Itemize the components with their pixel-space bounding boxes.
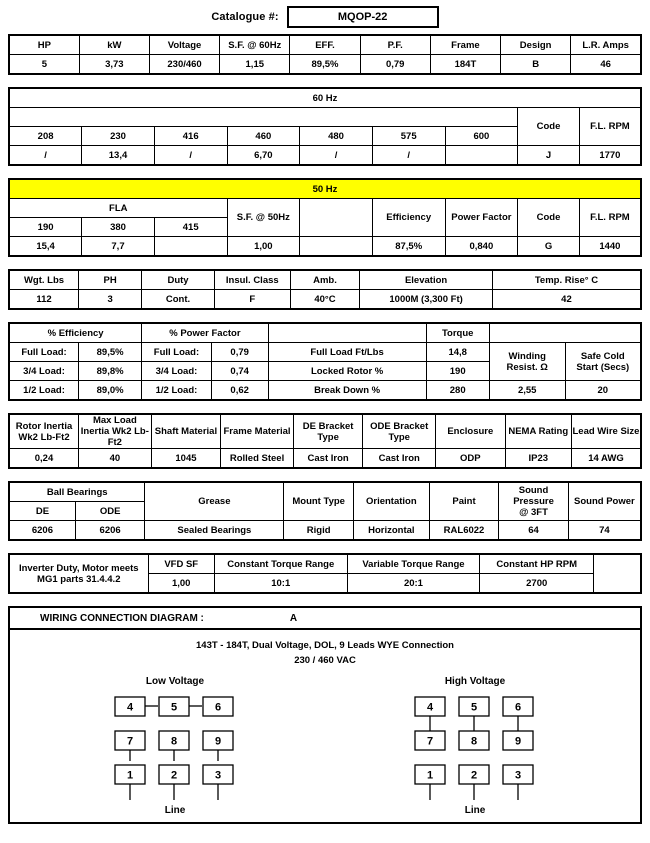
value-constant-torque-range: 10:1 [214, 574, 347, 594]
table-row [9, 343, 641, 362]
wiring-diagram-code: A [289, 612, 298, 624]
header-ode-bracket-type: ODE Bracket Type [363, 414, 436, 449]
hz60-amps-575: / [372, 146, 445, 166]
header-frame-material: Frame Material [221, 414, 294, 449]
inverter-duty-note [9, 554, 148, 593]
header-lead-wire-size: Lead Wire Size [571, 414, 641, 449]
header-rotor-inertia: Rotor Inertia Wk2 Lb-Ft2 [9, 414, 79, 449]
value-vfd-sf: 1,00 [148, 574, 214, 594]
header-lr-amps: L.R. Amps [571, 35, 641, 55]
header-frame: Frame [430, 35, 500, 55]
header-sound-pressure [499, 482, 569, 521]
catalogue-header [8, 0, 642, 34]
general-data-table [8, 269, 642, 310]
hz60-code-value: J [518, 146, 580, 166]
table-row-amps [9, 146, 641, 166]
wiring-diagram-title-bar [10, 608, 640, 630]
wiring-description-line1: 143T - 184T, Dual Voltage, DOL, 9 Leads WYE Connection [196, 640, 454, 651]
wiring-description-line2: 230 / 460 VAC [294, 655, 356, 666]
torque-locked-rotor-label: Locked Rotor % [268, 362, 426, 381]
wiring-diagram-title: WIRING CONNECTION DIAGRAM : [40, 612, 204, 624]
header-hp: HP [9, 35, 79, 55]
winding-header-line2: Resist. Ω [506, 361, 548, 373]
hz50-efficiency-value: 87,5% [372, 237, 445, 257]
high-voltage-schematic [410, 696, 540, 804]
header-temp-rise: Temp. Rise° C [492, 270, 641, 290]
hz60-title: 60 Hz [9, 88, 641, 108]
table-row-values [9, 237, 641, 257]
value-enclosure: ODP [436, 449, 506, 469]
header-de-bracket-type: DE Bracket Type [293, 414, 363, 449]
winding-header-line1: Winding [508, 350, 546, 362]
table-row-title [9, 179, 641, 199]
torque-break-down-label: Break Down % [268, 381, 426, 401]
header-weight: Wgt. Lbs [9, 270, 79, 290]
header-de: DE [9, 502, 75, 521]
value-frame-material: Rolled Steel [221, 449, 294, 469]
inverter-duty-line2: MG1 parts 31.4.4.2 [37, 573, 121, 585]
hz50-code-header: Code [518, 199, 580, 237]
hv-terminal-3: 3 [514, 769, 522, 782]
table-row [9, 449, 641, 469]
header-ph: PH [79, 270, 142, 290]
high-voltage-title: High Voltage [444, 676, 506, 687]
value-grease: Sealed Bearings [145, 521, 284, 541]
hz60-voltage-230: 230 [82, 127, 155, 146]
header-safe-cold-start [565, 343, 641, 381]
hz60-voltage-480: 480 [300, 127, 373, 146]
hz60-voltage-416: 416 [154, 127, 227, 146]
value-voltage: 230/460 [149, 55, 219, 75]
header-insul-class: Insul. Class [214, 270, 290, 290]
header-right-blank [489, 323, 641, 343]
header-eff: EFF. [290, 35, 360, 55]
header-grease: Grease [145, 482, 284, 521]
performance-table [8, 322, 642, 401]
value-de-bearing: 6206 [9, 521, 75, 541]
header-torque: Torque [426, 323, 489, 343]
header-max-load-inertia: Max Load Inertia Wk2 Lb-Ft2 [79, 414, 152, 449]
header-paint: Paint [429, 482, 499, 521]
value-nema-rating: IP23 [505, 449, 571, 469]
table-row-header [9, 414, 641, 449]
value-frame: 184T [430, 55, 500, 75]
hz60-amps-208: / [9, 146, 82, 166]
header-pf: P.F. [360, 35, 430, 55]
hz60-amps-230: 13,4 [82, 146, 155, 166]
header-nema-rating: NEMA Rating [505, 414, 571, 449]
hz60-amps-480: / [300, 146, 373, 166]
hz50-table [8, 178, 642, 257]
header-pct-power-factor: % Power Factor [142, 323, 268, 343]
torque-break-down-value: 280 [426, 381, 489, 401]
hz50-title: 50 Hz [9, 179, 641, 199]
low-voltage-title: Low Voltage [145, 676, 205, 687]
wiring-connection-diagram [8, 606, 642, 824]
table-row-header [9, 199, 641, 218]
value-hp: 5 [9, 55, 79, 75]
value-ph: 3 [79, 290, 142, 310]
value-sf-60hz: 1,15 [220, 55, 290, 75]
value-design: B [501, 55, 571, 75]
hz60-amps-416: / [154, 146, 227, 166]
hz60-voltage-600: 600 [445, 127, 518, 146]
hv-terminal-1: 1 [426, 769, 434, 782]
header-vfd-sf: VFD SF [148, 554, 214, 574]
table-row-title [9, 88, 641, 108]
hz50-efficiency-header: Efficiency [372, 199, 445, 237]
low-voltage-line-label: Line [164, 805, 186, 816]
eff-half-load-value: 89,0% [79, 381, 142, 401]
header-sf-60hz: S.F. @ 60Hz [220, 35, 290, 55]
lv-terminal-6: 6 [214, 701, 222, 714]
header-amb: Amb. [290, 270, 360, 290]
high-voltage-diagram [395, 676, 555, 816]
table-row [9, 381, 641, 401]
low-voltage-diagram [95, 676, 255, 816]
value-amb: 40°C [290, 290, 360, 310]
hz50-voltage-190: 190 [9, 218, 82, 237]
safe-cold-line1: Safe Cold [580, 350, 625, 362]
pf-three-quarter-label: 3/4 Load: [142, 362, 212, 381]
lv-terminal-5: 5 [170, 701, 178, 714]
torque-full-load-value: 14,8 [426, 343, 489, 362]
hv-terminal-6: 6 [514, 701, 522, 714]
value-insul-class: F [214, 290, 290, 310]
sound-pressure-line2: Pressure [513, 496, 554, 507]
hz50-sf-value: 1,00 [227, 237, 300, 257]
hz60-fla-header [9, 108, 518, 127]
hz50-rpm-header: F.L. RPM [579, 199, 641, 237]
value-ode-bracket-type: Cast Iron [363, 449, 436, 469]
hv-terminal-8: 8 [470, 735, 478, 748]
hz50-voltage-415: 415 [154, 218, 227, 237]
value-rotor-inertia: 0,24 [9, 449, 79, 469]
eff-three-quarter-value: 89,8% [79, 362, 142, 381]
value-shaft-material: 1045 [151, 449, 221, 469]
hz50-power-factor-value: 0,840 [445, 237, 518, 257]
value-max-load-inertia: 40 [79, 449, 152, 469]
hz60-voltage-208: 208 [9, 127, 82, 146]
hz60-voltage-575: 575 [372, 127, 445, 146]
hv-terminal-4: 4 [426, 701, 434, 714]
nameplate-table [8, 34, 642, 75]
value-sound-pressure: 64 [499, 521, 569, 541]
hz60-amps-600 [445, 146, 518, 166]
torque-locked-rotor-value: 190 [426, 362, 489, 381]
torque-full-load-label: Full Load Ft/Lbs [268, 343, 426, 362]
pf-full-load-label: Full Load: [142, 343, 212, 362]
wiring-diagram-body [10, 630, 640, 822]
table-row [9, 290, 641, 310]
header-voltage: Voltage [149, 35, 219, 55]
header-enclosure: Enclosure [436, 414, 506, 449]
header-mount-type: Mount Type [284, 482, 354, 521]
header-constant-torque-range: Constant Torque Range [214, 554, 347, 574]
table-row [9, 521, 641, 541]
value-duty: Cont. [142, 290, 215, 310]
pf-half-load-label: 1/2 Load: [142, 381, 212, 401]
value-lead-wire-size: 14 AWG [571, 449, 641, 469]
lv-terminal-7: 7 [126, 735, 134, 748]
value-temp-rise: 42 [492, 290, 641, 310]
value-eff: 89,5% [290, 55, 360, 75]
hz60-code-header: Code [518, 108, 580, 146]
table-row-header [9, 270, 641, 290]
table-row-header [9, 554, 641, 574]
bearings-table [8, 481, 642, 541]
header-ball-bearings: Ball Bearings [9, 482, 145, 502]
hz50-amps-190: 15,4 [9, 237, 82, 257]
value-de-bracket-type: Cast Iron [293, 449, 363, 469]
header-constant-hp-rpm: Constant HP RPM [480, 554, 594, 574]
low-voltage-schematic [110, 696, 240, 804]
hv-terminal-2: 2 [470, 769, 478, 782]
value-paint: RAL6022 [429, 521, 499, 541]
header-torque-blank [268, 323, 426, 343]
hz60-amps-460: 6,70 [227, 146, 300, 166]
hz50-spacer-value [300, 237, 373, 257]
pf-half-load-value: 0,62 [211, 381, 268, 401]
header-design: Design [501, 35, 571, 55]
value-weight: 112 [9, 290, 79, 310]
catalogue-number-box: MQOP-22 [287, 6, 439, 28]
table-row-header [9, 482, 641, 502]
header-orientation: Orientation [353, 482, 429, 521]
header-sound-power: Sound Power [568, 482, 641, 521]
eff-full-load-value: 89,5% [79, 343, 142, 362]
construction-table [8, 413, 642, 469]
lv-terminal-8: 8 [170, 735, 178, 748]
header-pct-efficiency: % Efficiency [9, 323, 142, 343]
value-elevation: 1000M (3,300 Ft) [360, 290, 493, 310]
value-lr-amps: 46 [571, 55, 641, 75]
eff-three-quarter-label: 3/4 Load: [9, 362, 79, 381]
lv-terminal-2: 2 [170, 769, 178, 782]
hz50-fla-header: FLA [9, 199, 227, 218]
hz50-voltage-380: 380 [82, 218, 155, 237]
hz60-rpm-header: F.L. RPM [579, 108, 641, 146]
header-variable-torque-range: Variable Torque Range [347, 554, 480, 574]
header-duty: Duty [142, 270, 215, 290]
inverter-trailing-cell [594, 554, 641, 593]
hz50-sf-header: S.F. @ 50Hz [227, 199, 300, 237]
safe-cold-line2: Start (Secs) [576, 361, 630, 373]
catalogue-label: Catalogue #: [211, 11, 279, 23]
value-pf: 0,79 [360, 55, 430, 75]
hz50-spacer-header [300, 199, 373, 237]
hz50-rpm-value: 1440 [579, 237, 641, 257]
header-winding-resist [489, 343, 565, 381]
hz50-amps-380: 7,7 [82, 237, 155, 257]
value-mount-type: Rigid [284, 521, 354, 541]
hz60-table [8, 87, 642, 166]
header-kw: kW [79, 35, 149, 55]
hv-terminal-7: 7 [426, 735, 434, 748]
value-winding-resist: 2,55 [489, 381, 565, 401]
header-elevation: Elevation [360, 270, 493, 290]
hv-terminal-9: 9 [514, 735, 522, 748]
value-variable-torque-range: 20:1 [347, 574, 480, 594]
pf-three-quarter-value: 0,74 [211, 362, 268, 381]
lv-terminal-4: 4 [126, 701, 134, 714]
hz60-rpm-value: 1770 [579, 146, 641, 166]
value-constant-hp-rpm: 2700 [480, 574, 594, 594]
value-sound-power: 74 [568, 521, 641, 541]
inverter-duty-table [8, 553, 642, 594]
hz50-code-value: G [518, 237, 580, 257]
lv-terminal-9: 9 [214, 735, 222, 748]
sound-pressure-line1: Sound [518, 485, 549, 496]
pf-full-load-value: 0,79 [211, 343, 268, 362]
eff-half-load-label: 1/2 Load: [9, 381, 79, 401]
eff-full-load-label: Full Load: [9, 343, 79, 362]
hz60-voltage-460: 460 [227, 127, 300, 146]
table-row-header [9, 323, 641, 343]
hz50-amps-415 [154, 237, 227, 257]
sound-pressure-line3: @ 3FT [519, 507, 548, 518]
header-ode: ODE [75, 502, 145, 521]
hv-terminal-5: 5 [470, 701, 478, 714]
header-shaft-material: Shaft Material [151, 414, 221, 449]
value-orientation: Horizontal [353, 521, 429, 541]
value-safe-cold-start: 20 [565, 381, 641, 401]
lv-terminal-1: 1 [126, 769, 134, 782]
hz50-power-factor-header: Power Factor [445, 199, 518, 237]
lv-terminal-3: 3 [214, 769, 222, 782]
value-ode-bearing: 6206 [75, 521, 145, 541]
table-row [9, 55, 641, 75]
high-voltage-line-label: Line [464, 805, 486, 816]
table-row-header [9, 35, 641, 55]
value-kw: 3,73 [79, 55, 149, 75]
inverter-duty-line1: Inverter Duty, Motor meets [18, 562, 139, 574]
table-row-header [9, 108, 641, 127]
diagram-pair [10, 676, 640, 816]
